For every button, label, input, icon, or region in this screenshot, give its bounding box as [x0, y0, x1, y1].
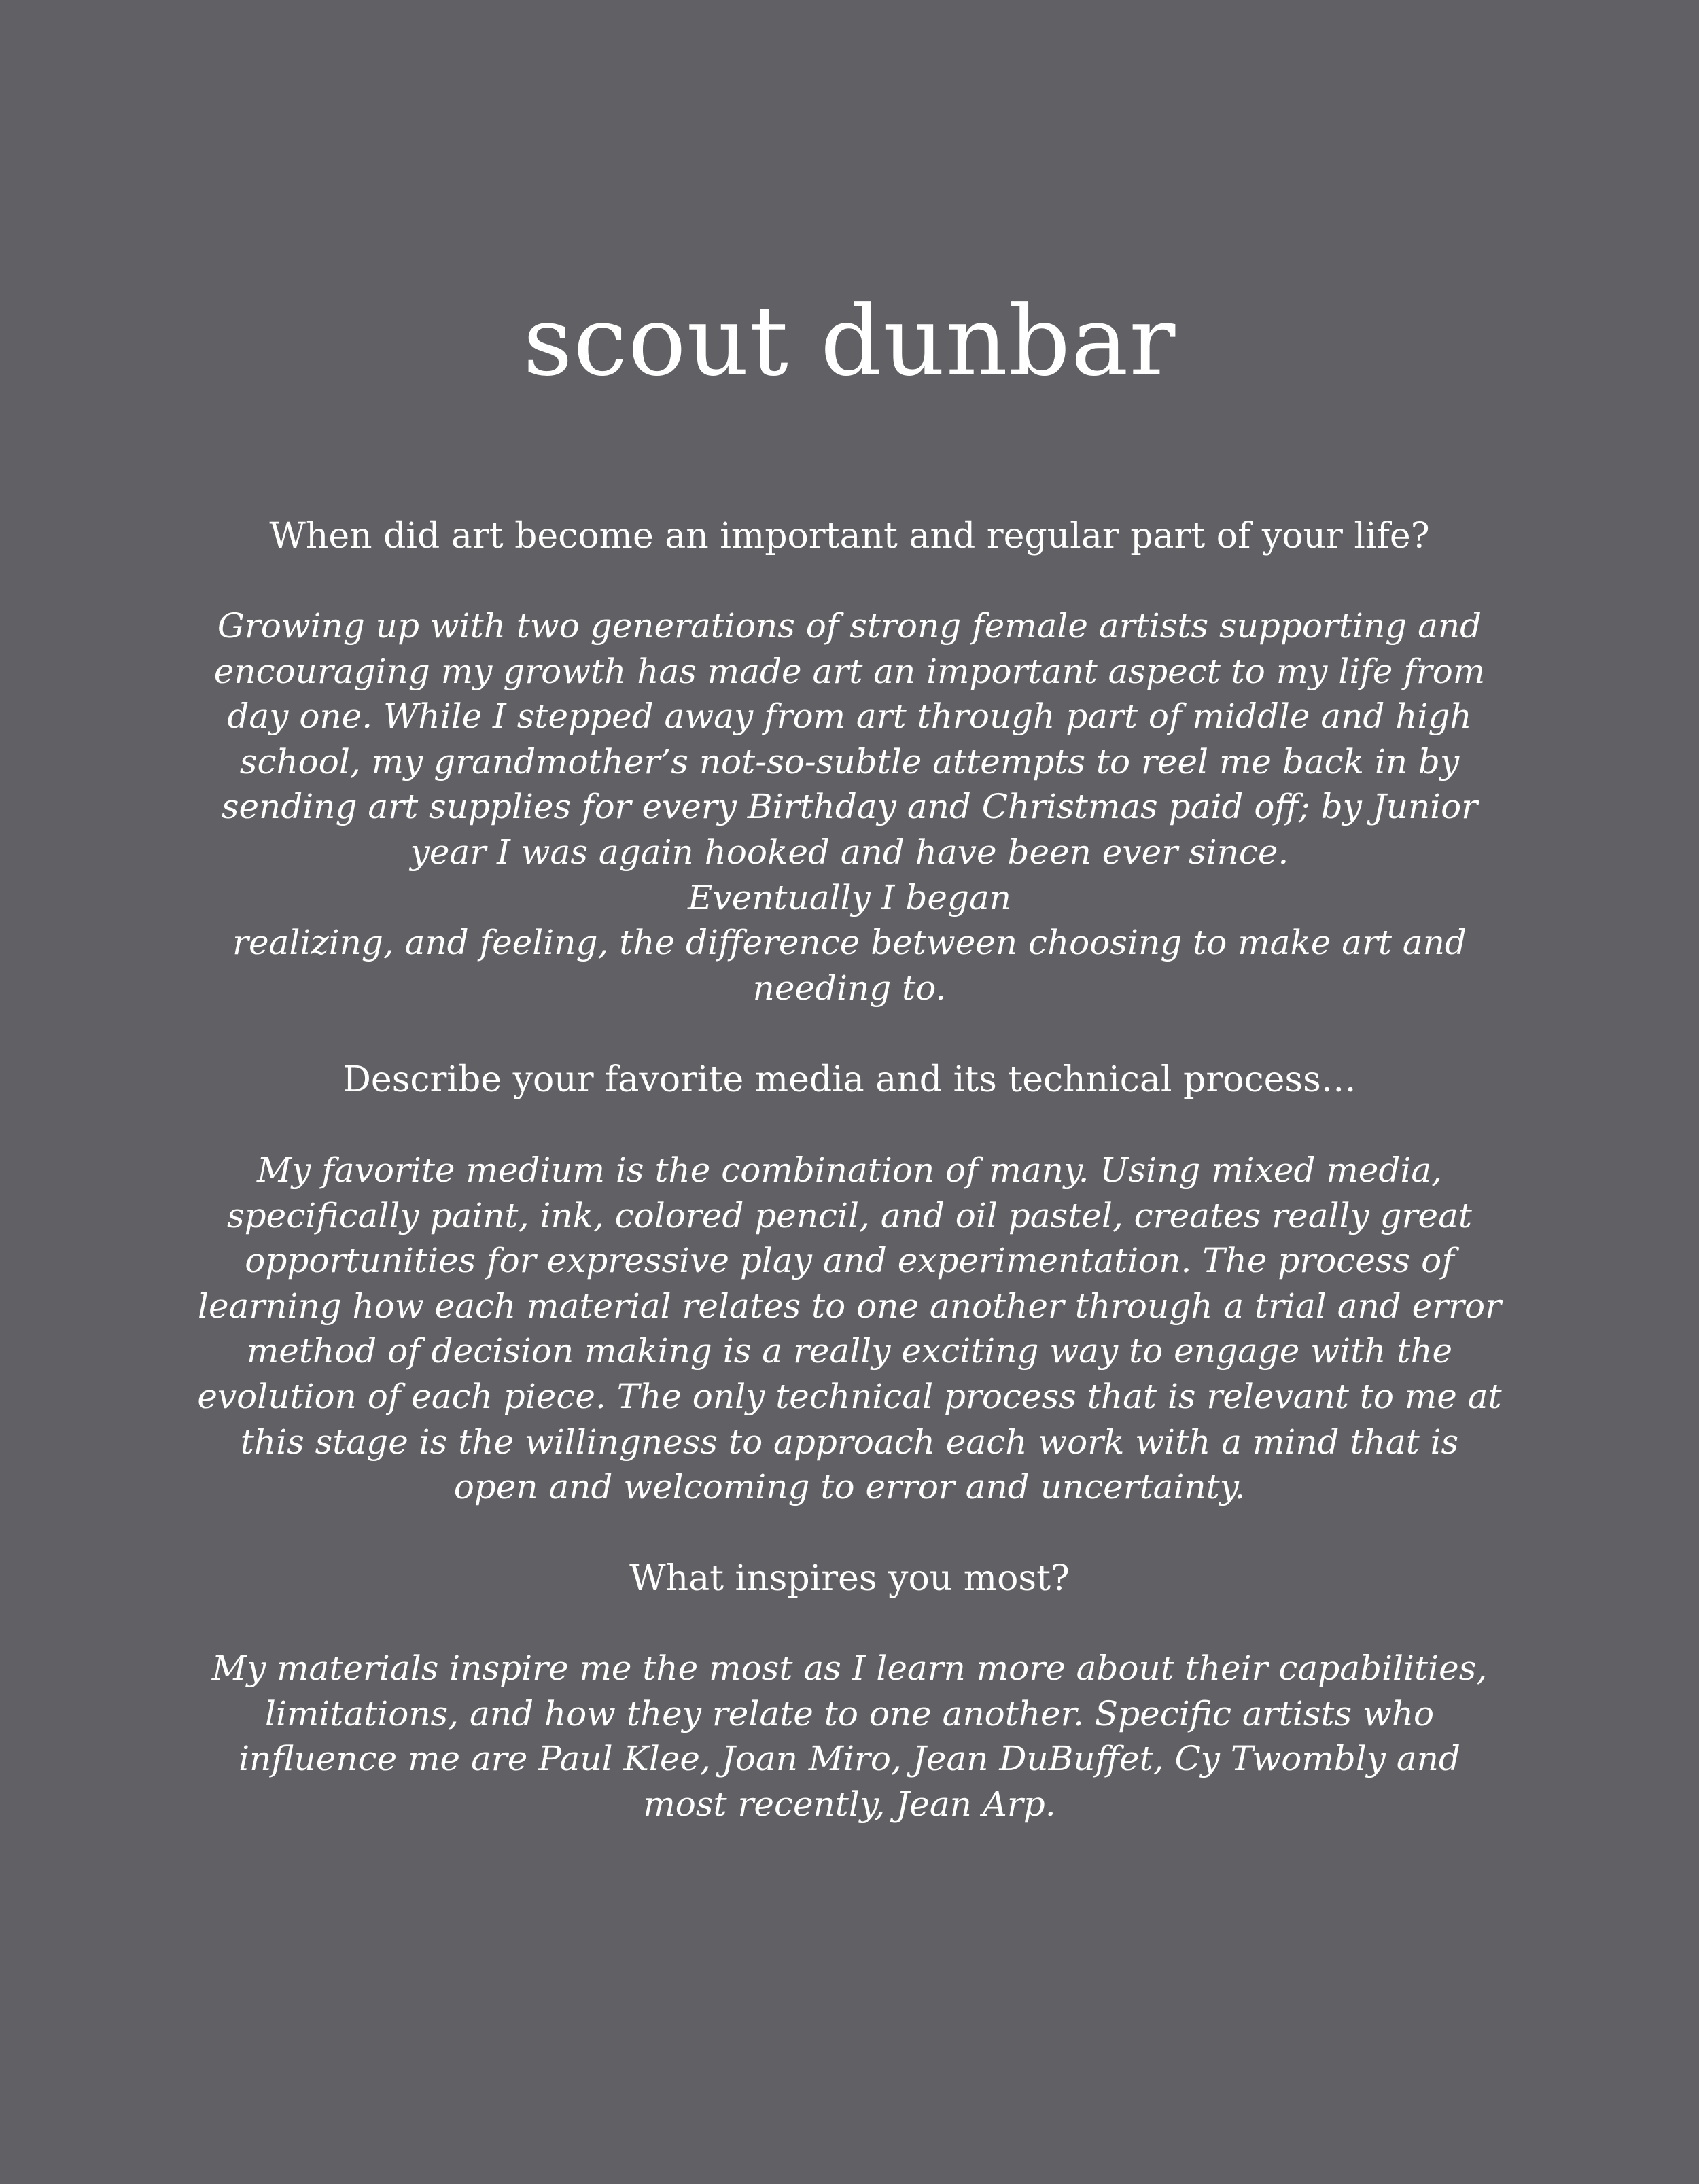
- answer-line: Growing up with two generations of strong female artists supporting and: [217, 606, 1482, 646]
- answer-line: influence me are Paul Klee, Joan Miro, Jean DuBuffet, Cy Twombly and: [239, 1739, 1460, 1779]
- answer-1: [170, 603, 1529, 1010]
- answer-line: Eventually I began: [687, 877, 1012, 917]
- answer-line: open and welcoming to error and uncertainty.: [453, 1467, 1246, 1507]
- answer-line: realizing, and feeling, the difference between choosing to make art and: [232, 923, 1467, 963]
- answer-line: encouraging my growth has made art an important aspect to my life from: [213, 651, 1486, 691]
- answer-line: needing to.: [752, 968, 947, 1008]
- answer-line: evolution of each piece. The only technical process that is relevant to me at: [197, 1376, 1502, 1416]
- page-title: scout dunbar: [523, 285, 1176, 398]
- answer-line: day one. While I stepped away from art through part of middle and high: [227, 697, 1472, 737]
- answer-line: opportunities for expressive play and experimentation. The process of: [245, 1241, 1454, 1281]
- answer-line: specifically paint, ink, colored pencil, and oil pastel, creates really great: [226, 1195, 1473, 1235]
- question-1: When did art become an important and regular part of your life?: [269, 516, 1430, 557]
- answer-line: this stage is the willingness to approach each work with a mind that is: [240, 1422, 1459, 1462]
- answer-line: sending art supplies for every Birthday and Christmas paid off; by Junior: [221, 787, 1478, 827]
- answer-2: [170, 1148, 1529, 1510]
- answer-line: method of decision making is a really exciting way to engage with the: [246, 1331, 1453, 1371]
- answer-line: My materials inspire me the most as I learn more about their capabilities,: [211, 1649, 1488, 1688]
- question-2: Describe your favorite media and its technical process…: [343, 1059, 1356, 1100]
- answer-line: learning how each material relates to one another through a trial and error: [197, 1286, 1502, 1326]
- answer-line: limitations, and how they relate to one another. Specific artists who: [264, 1693, 1435, 1733]
- answer-line: year I was again hooked and have been ever since.: [410, 832, 1289, 872]
- answer-3: [170, 1646, 1529, 1827]
- answer-line: My favorite medium is the combination of many. Using mixed media,: [256, 1150, 1443, 1190]
- question-3: What inspires you most?: [629, 1558, 1070, 1599]
- answer-line: most recently, Jean Arp.: [643, 1784, 1056, 1824]
- answer-line: school, my grandmother’s not-so-subtle attempts to reel me back in by: [239, 741, 1460, 781]
